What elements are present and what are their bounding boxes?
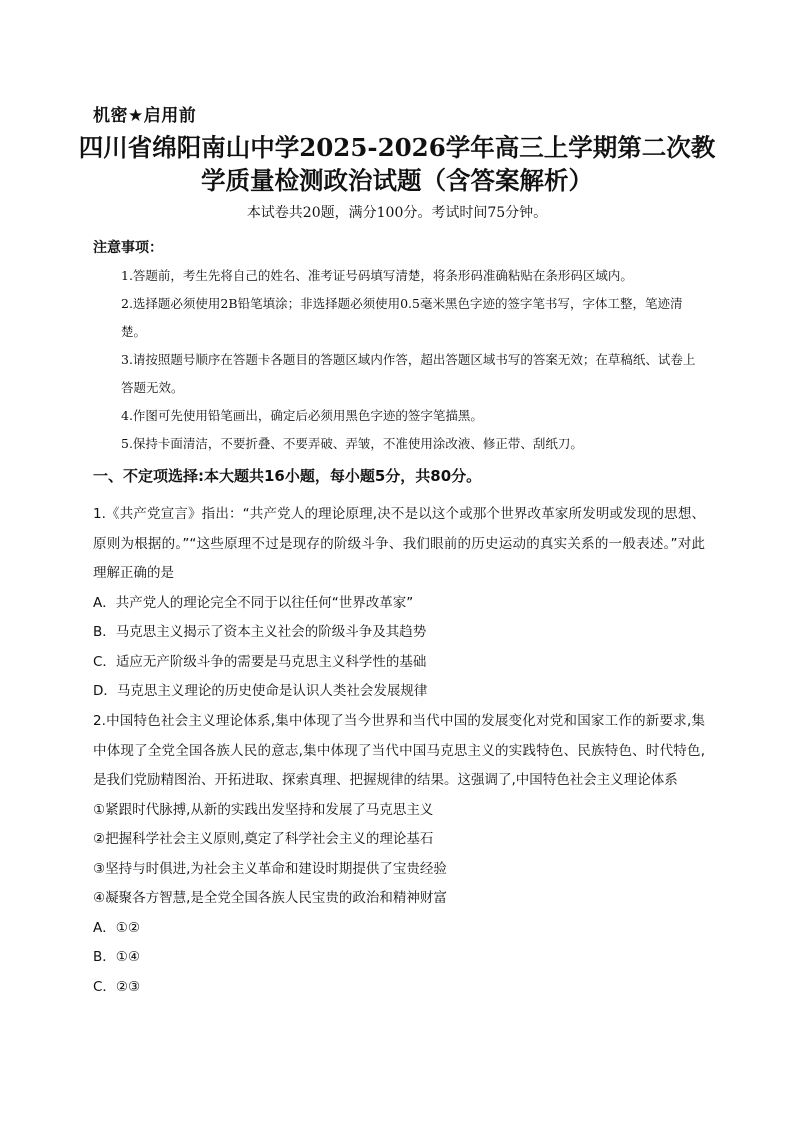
notice-item: 3.请按照题号顺序在答题卡各题目的答题区域内作答，超出答题区域书写的答案无效；在草稿纸、试卷上答题无效。 (121, 352, 696, 395)
notice-heading: 注意事项： (93, 240, 163, 256)
statement-4: ④凝聚各方智慧,是全党全国各族人民宝贵的政治和精神财富 (93, 890, 447, 906)
title-line-2: 学质量检测政治试题（含答案解析） (201, 166, 593, 195)
statement-1: ①紧跟时代脉搏,从新的实践出发坚持和发展了马克思主义 (93, 801, 434, 818)
notice-item: 2.选择题必须使用2B铅笔填涂；非选择题必须使用0.5毫米黑色字迹的签字笔书写，字体工整，笔迹清楚。 (121, 296, 683, 339)
question-stem: 1.《共产党宣言》指出：“共产党人的理论原理,决不是以这个或那个世界改革家所发明或发现的思想、原则为根据的。”“这些原理不过是现存的阶级斗争、我们眼前的历史运动的真实关系的一般表述。”对此理解正确的是 (93, 506, 705, 581)
question-2 (93, 707, 705, 1002)
confidential-label: 机密★启用前 (93, 106, 197, 126)
title-line-1: 四川省绵阳南山中学2025-2026学年高三上学期第二次教 (78, 133, 716, 162)
notice-item: 1.答题前，考生先将自己的姓名、准考证号码填写清楚，将条形码准确粘贴在条形码区域内。 (121, 268, 633, 283)
section-heading: 一、不定项选择:本大题共16小题，每小题5分，共80分。 (93, 467, 482, 485)
option-b: B．①④ (93, 949, 140, 965)
option-a: A．共产党人的理论完全不同于以往任何“世界改革家” (93, 594, 414, 611)
statement-2: ②把握科学社会主义原则,奠定了科学社会主义的理论基石 (93, 831, 434, 847)
document-title (60, 131, 734, 197)
statement-3: ③坚持与时俱进,为社会主义革命和建设时期提供了宝贵经验 (93, 860, 447, 877)
question-stem: 2.中国特色社会主义理论体系,集中体现了当今世界和当代中国的发展变化对党和国家工作的新要求,集中体现了全党全国各族人民的意志,集中体现了当代中国马克思主义的实践特色、民族特色、时代特色,是我们党励精图治、开拓进取、探索真理、把握规律的结果。这强调了,中国特色社会主义理论体系 (93, 713, 705, 788)
option-c: C．②③ (93, 978, 141, 995)
notice-list (121, 262, 706, 458)
notice-item: 5.保持卡面清洁，不要折叠、不要弄破、弄皱，不准使用涂改液、修正带、刮纸刀。 (121, 436, 583, 451)
option-c: C．适应无产阶级斗争的需要是马克思主义科学性的基础 (93, 653, 427, 670)
exam-info: 本试卷共20题，满分100分。考试时间75分钟。 (246, 205, 548, 221)
question-1 (93, 500, 705, 707)
option-b: B．马克思主义揭示了资本主义社会的阶级斗争及其趋势 (93, 624, 427, 640)
option-d: D．马克思主义理论的历史使命是认识人类社会发展规律 (93, 683, 428, 699)
option-a: A．①② (93, 919, 140, 936)
notice-item: 4.作图可先使用铅笔画出，确定后必须用黑色字迹的签字笔描黑。 (121, 408, 483, 423)
